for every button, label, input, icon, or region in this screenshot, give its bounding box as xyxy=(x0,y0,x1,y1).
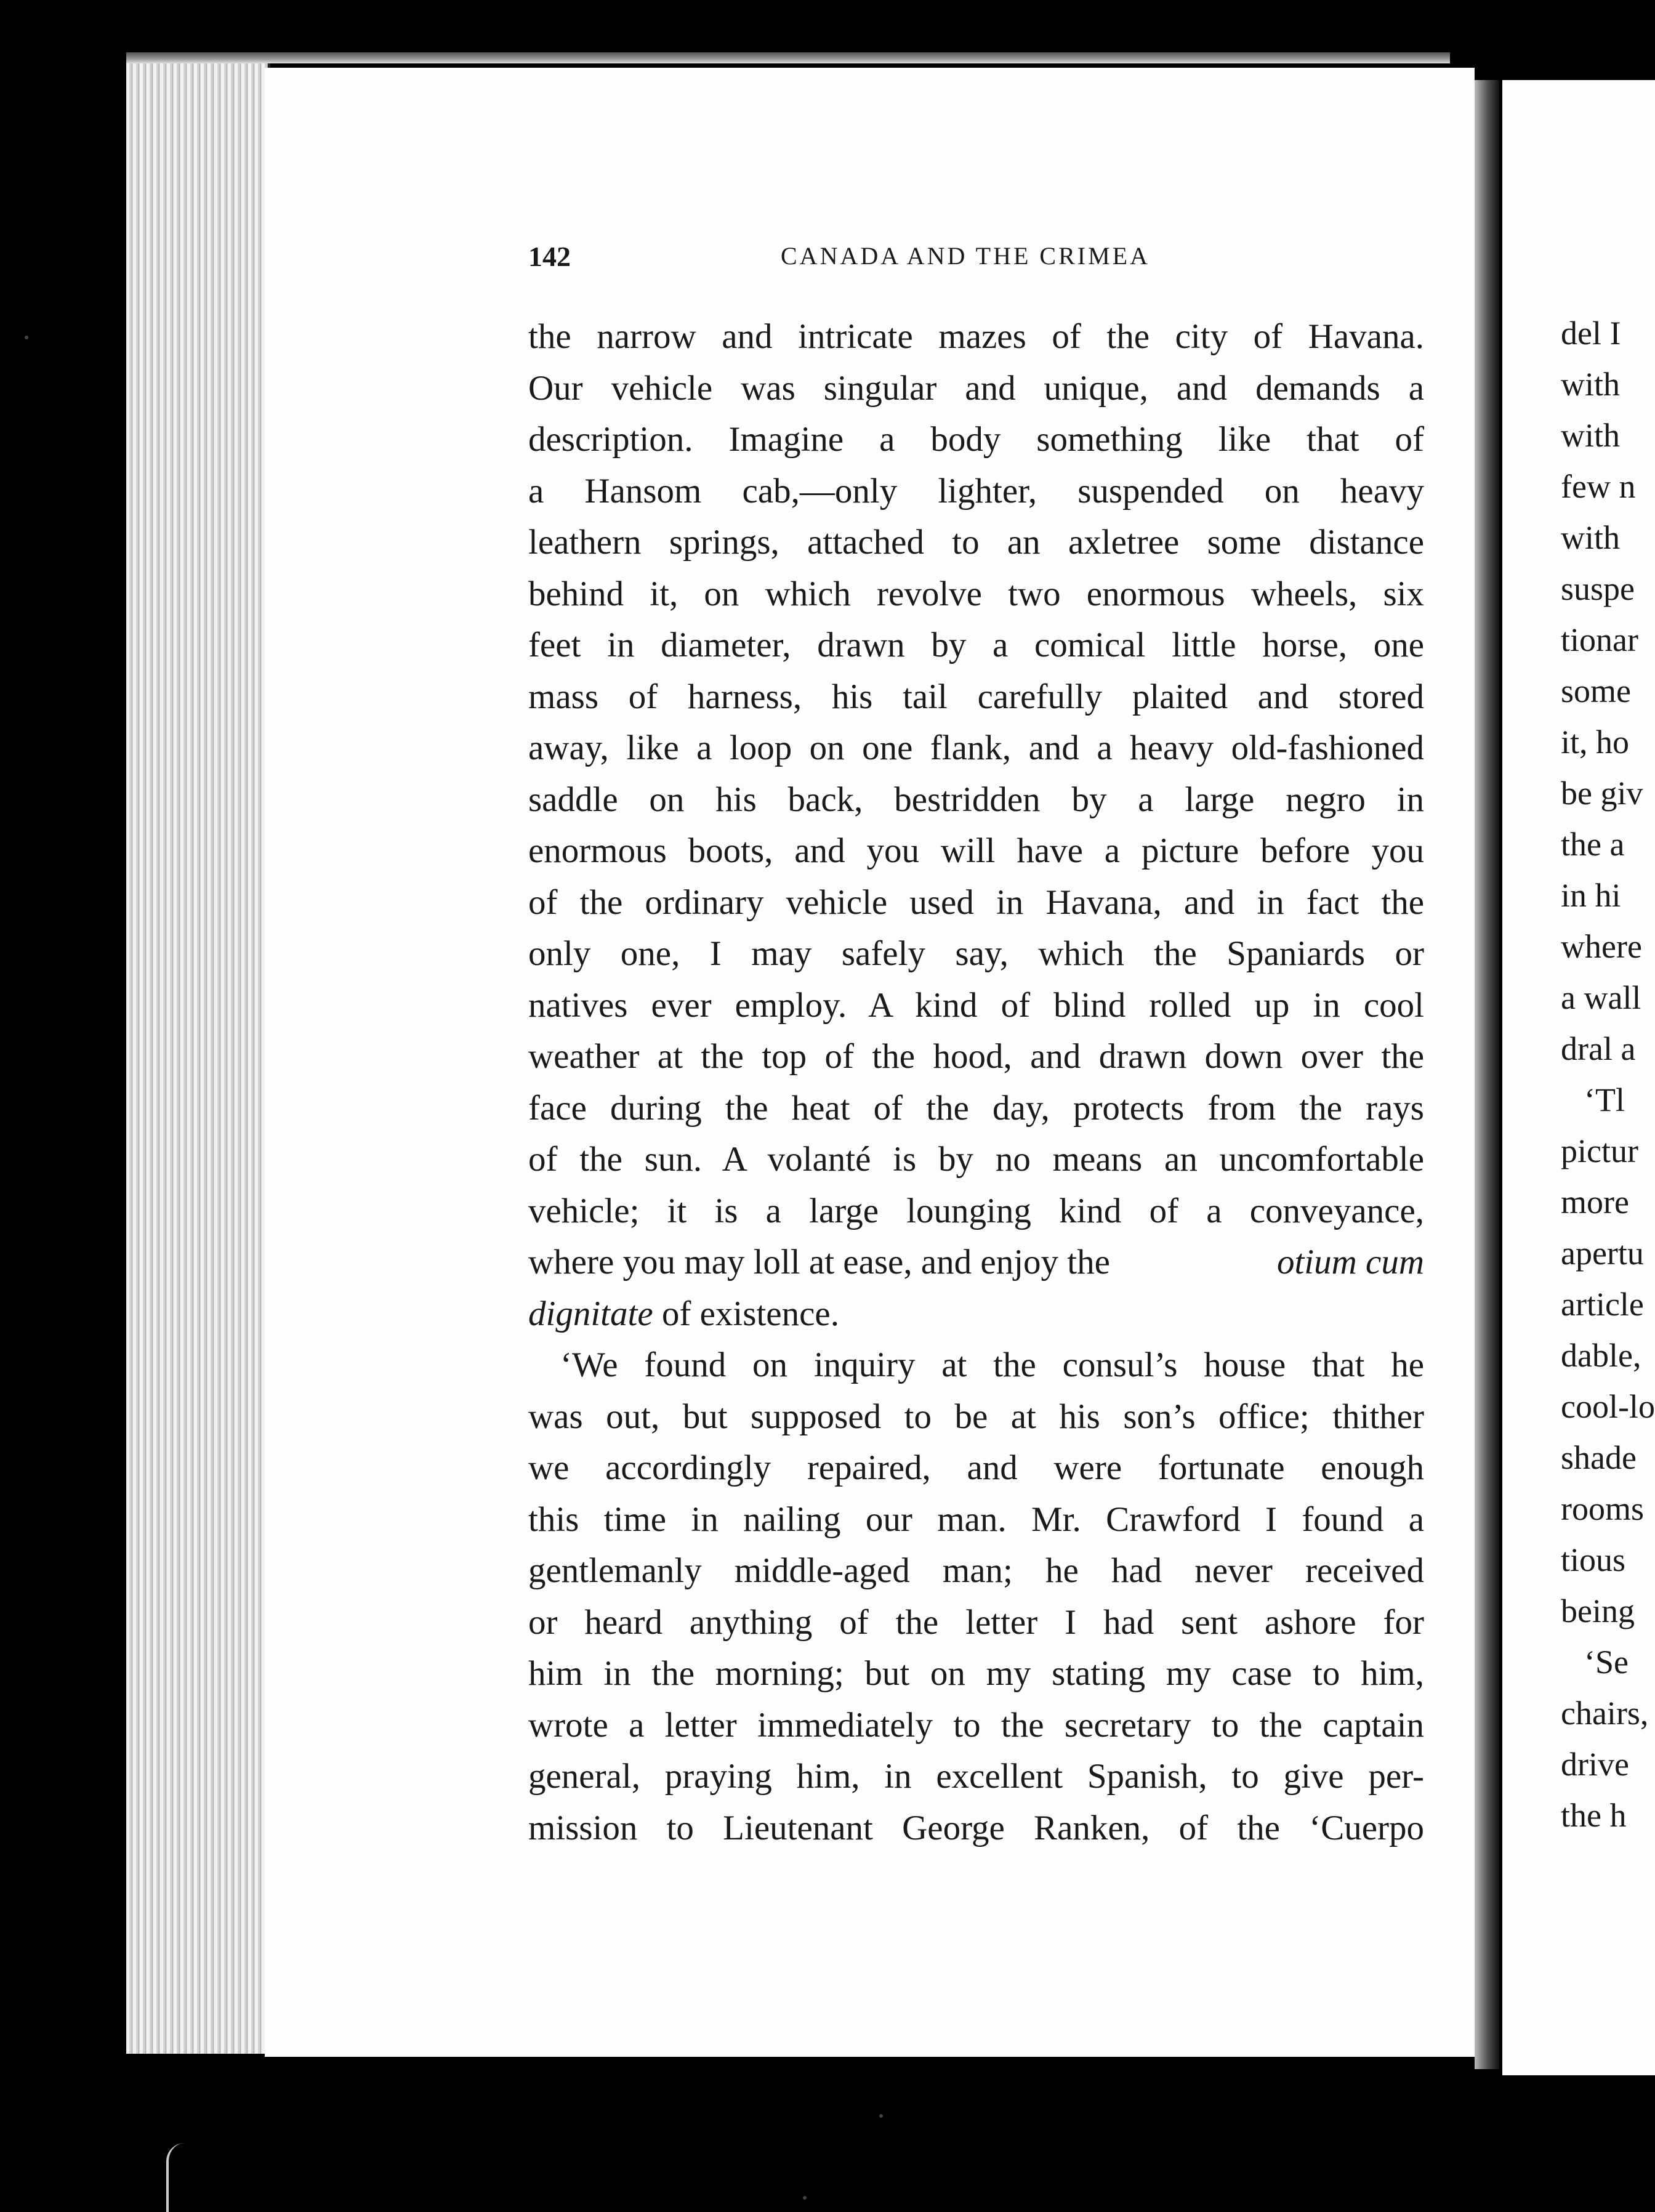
facing-line: ‘Se xyxy=(1584,1644,1629,1681)
facing-line: more xyxy=(1561,1184,1629,1221)
facing-line: with xyxy=(1561,417,1621,454)
facing-line: with xyxy=(1561,519,1621,556)
text-line: of the ordinary vehicle used in Havana, and in fact the xyxy=(528,882,1424,922)
body-text xyxy=(528,311,1424,1854)
text-line: away, like a loop on one flank, and a heavy old-fashioned xyxy=(528,729,1424,767)
facing-line: del I xyxy=(1561,315,1621,352)
right-facing-page xyxy=(1502,80,1655,2075)
facing-line: it, ho xyxy=(1561,724,1630,761)
text-line: mass of harness, his tail carefully plaited and stored xyxy=(528,677,1424,716)
text-line: a Hansom cab,—only lighter, suspended on heavy xyxy=(528,471,1424,511)
ink-speck xyxy=(803,2196,807,2200)
page-curl-edge xyxy=(166,2143,187,2212)
book-gutter xyxy=(1475,80,1499,2069)
running-head: CANADA AND THE CRIMEA xyxy=(781,242,1150,270)
facing-line: the h xyxy=(1561,1797,1627,1834)
facing-line: in hi xyxy=(1561,877,1621,914)
text-line: we accordingly repaired, and were fortunate enough xyxy=(528,1448,1424,1487)
facing-line: drive xyxy=(1561,1746,1629,1783)
text-line: only one, I may safely say, which the Spaniards or xyxy=(528,934,1424,973)
facing-line: cool-lo xyxy=(1561,1388,1655,1425)
facing-line: with xyxy=(1561,366,1621,403)
facing-line: rooms xyxy=(1561,1490,1644,1527)
facing-line: where xyxy=(1561,928,1642,965)
text-line: weather at the top of the hood, and drawn down over the xyxy=(528,1037,1424,1076)
italic-phrase: otium cum xyxy=(1276,1243,1424,1282)
text-line: feet in diameter, drawn by a comical little horse, one xyxy=(528,626,1424,664)
facing-line: shade xyxy=(1561,1439,1637,1476)
text-line: him in the morning; but on my stating my case to him, xyxy=(528,1654,1424,1693)
facing-line: ‘Tl xyxy=(1584,1081,1625,1118)
facing-line: few n xyxy=(1561,468,1636,505)
text-line: or heard anything of the letter I had sent ashore for xyxy=(528,1602,1424,1642)
text-line: vehicle; it is a large lounging kind of a conveyance, xyxy=(528,1191,1424,1230)
facing-line: tionar xyxy=(1561,621,1638,658)
text-line: behind it, on which revolve two enormous wheels, six xyxy=(528,574,1424,613)
text-line: natives ever employ. A kind of blind rolled up in cool xyxy=(528,985,1424,1025)
text-line: face during the heat of the day, protects from the rays xyxy=(528,1088,1424,1128)
text-fragment: where you may loll at ease, and enjoy the xyxy=(528,1243,1110,1282)
text-line: wrote a letter immediately to the secretary to the captain xyxy=(528,1705,1424,1745)
text-line: general, praying him, in excellent Spanish, to give per- xyxy=(528,1757,1424,1796)
italic-phrase: dignitate xyxy=(528,1294,653,1333)
text-line-paragraph-end xyxy=(528,1288,1424,1340)
text-line: was out, but supposed to be at his son’s office; thither xyxy=(528,1397,1424,1436)
facing-line: tious xyxy=(1561,1541,1626,1578)
text-line: enormous boots, and you will have a picture before you xyxy=(528,831,1424,870)
text-line-paragraph-start: ‘We found on inquiry at the consul’s house that he xyxy=(560,1346,1424,1384)
ink-speck xyxy=(25,336,28,339)
text-line: leathern springs, attached to an axletree some distance xyxy=(528,523,1424,562)
text-line: saddle on his back, bestridden by a large negro in xyxy=(528,780,1424,819)
text-line: gentlemanly middle-aged man; he had never received xyxy=(528,1551,1424,1590)
text-line: description. Imagine a body something like that of xyxy=(528,420,1424,459)
facing-line: some xyxy=(1561,672,1631,709)
facing-line: article xyxy=(1561,1286,1644,1323)
facing-line: a wall xyxy=(1561,979,1641,1016)
page-block-edges xyxy=(126,52,270,2054)
facing-line: be giv xyxy=(1561,775,1643,812)
text-line-with-italic xyxy=(528,1237,1424,1288)
facing-line: being xyxy=(1561,1592,1635,1629)
page-number: 142 xyxy=(528,241,571,272)
page-block-top-edge xyxy=(126,52,1450,63)
text-line: Our vehicle was singular and unique, and demands a xyxy=(528,368,1424,408)
facing-line: dable, xyxy=(1561,1337,1641,1374)
text-line: the narrow and intricate mazes of the city of Havana. xyxy=(528,317,1424,356)
text-fragment: of existence. xyxy=(661,1294,839,1333)
facing-line: chairs, xyxy=(1561,1695,1649,1732)
facing-line: dral a xyxy=(1561,1030,1636,1067)
facing-page-text xyxy=(1561,308,1655,1841)
text-line: of the sun. A volanté is by no means an uncomfortable xyxy=(528,1140,1424,1179)
facing-line: the a xyxy=(1561,826,1625,863)
ink-speck xyxy=(879,2114,883,2118)
text-line: this time in nailing our man. Mr. Crawford I found a xyxy=(528,1500,1424,1539)
text-line: mission to Lieutenant George Ranken, of the ‘Cuerpo xyxy=(528,1808,1424,1847)
facing-line: apertu xyxy=(1561,1235,1644,1272)
facing-line: suspe xyxy=(1561,570,1635,607)
facing-line: pictur xyxy=(1561,1132,1638,1169)
